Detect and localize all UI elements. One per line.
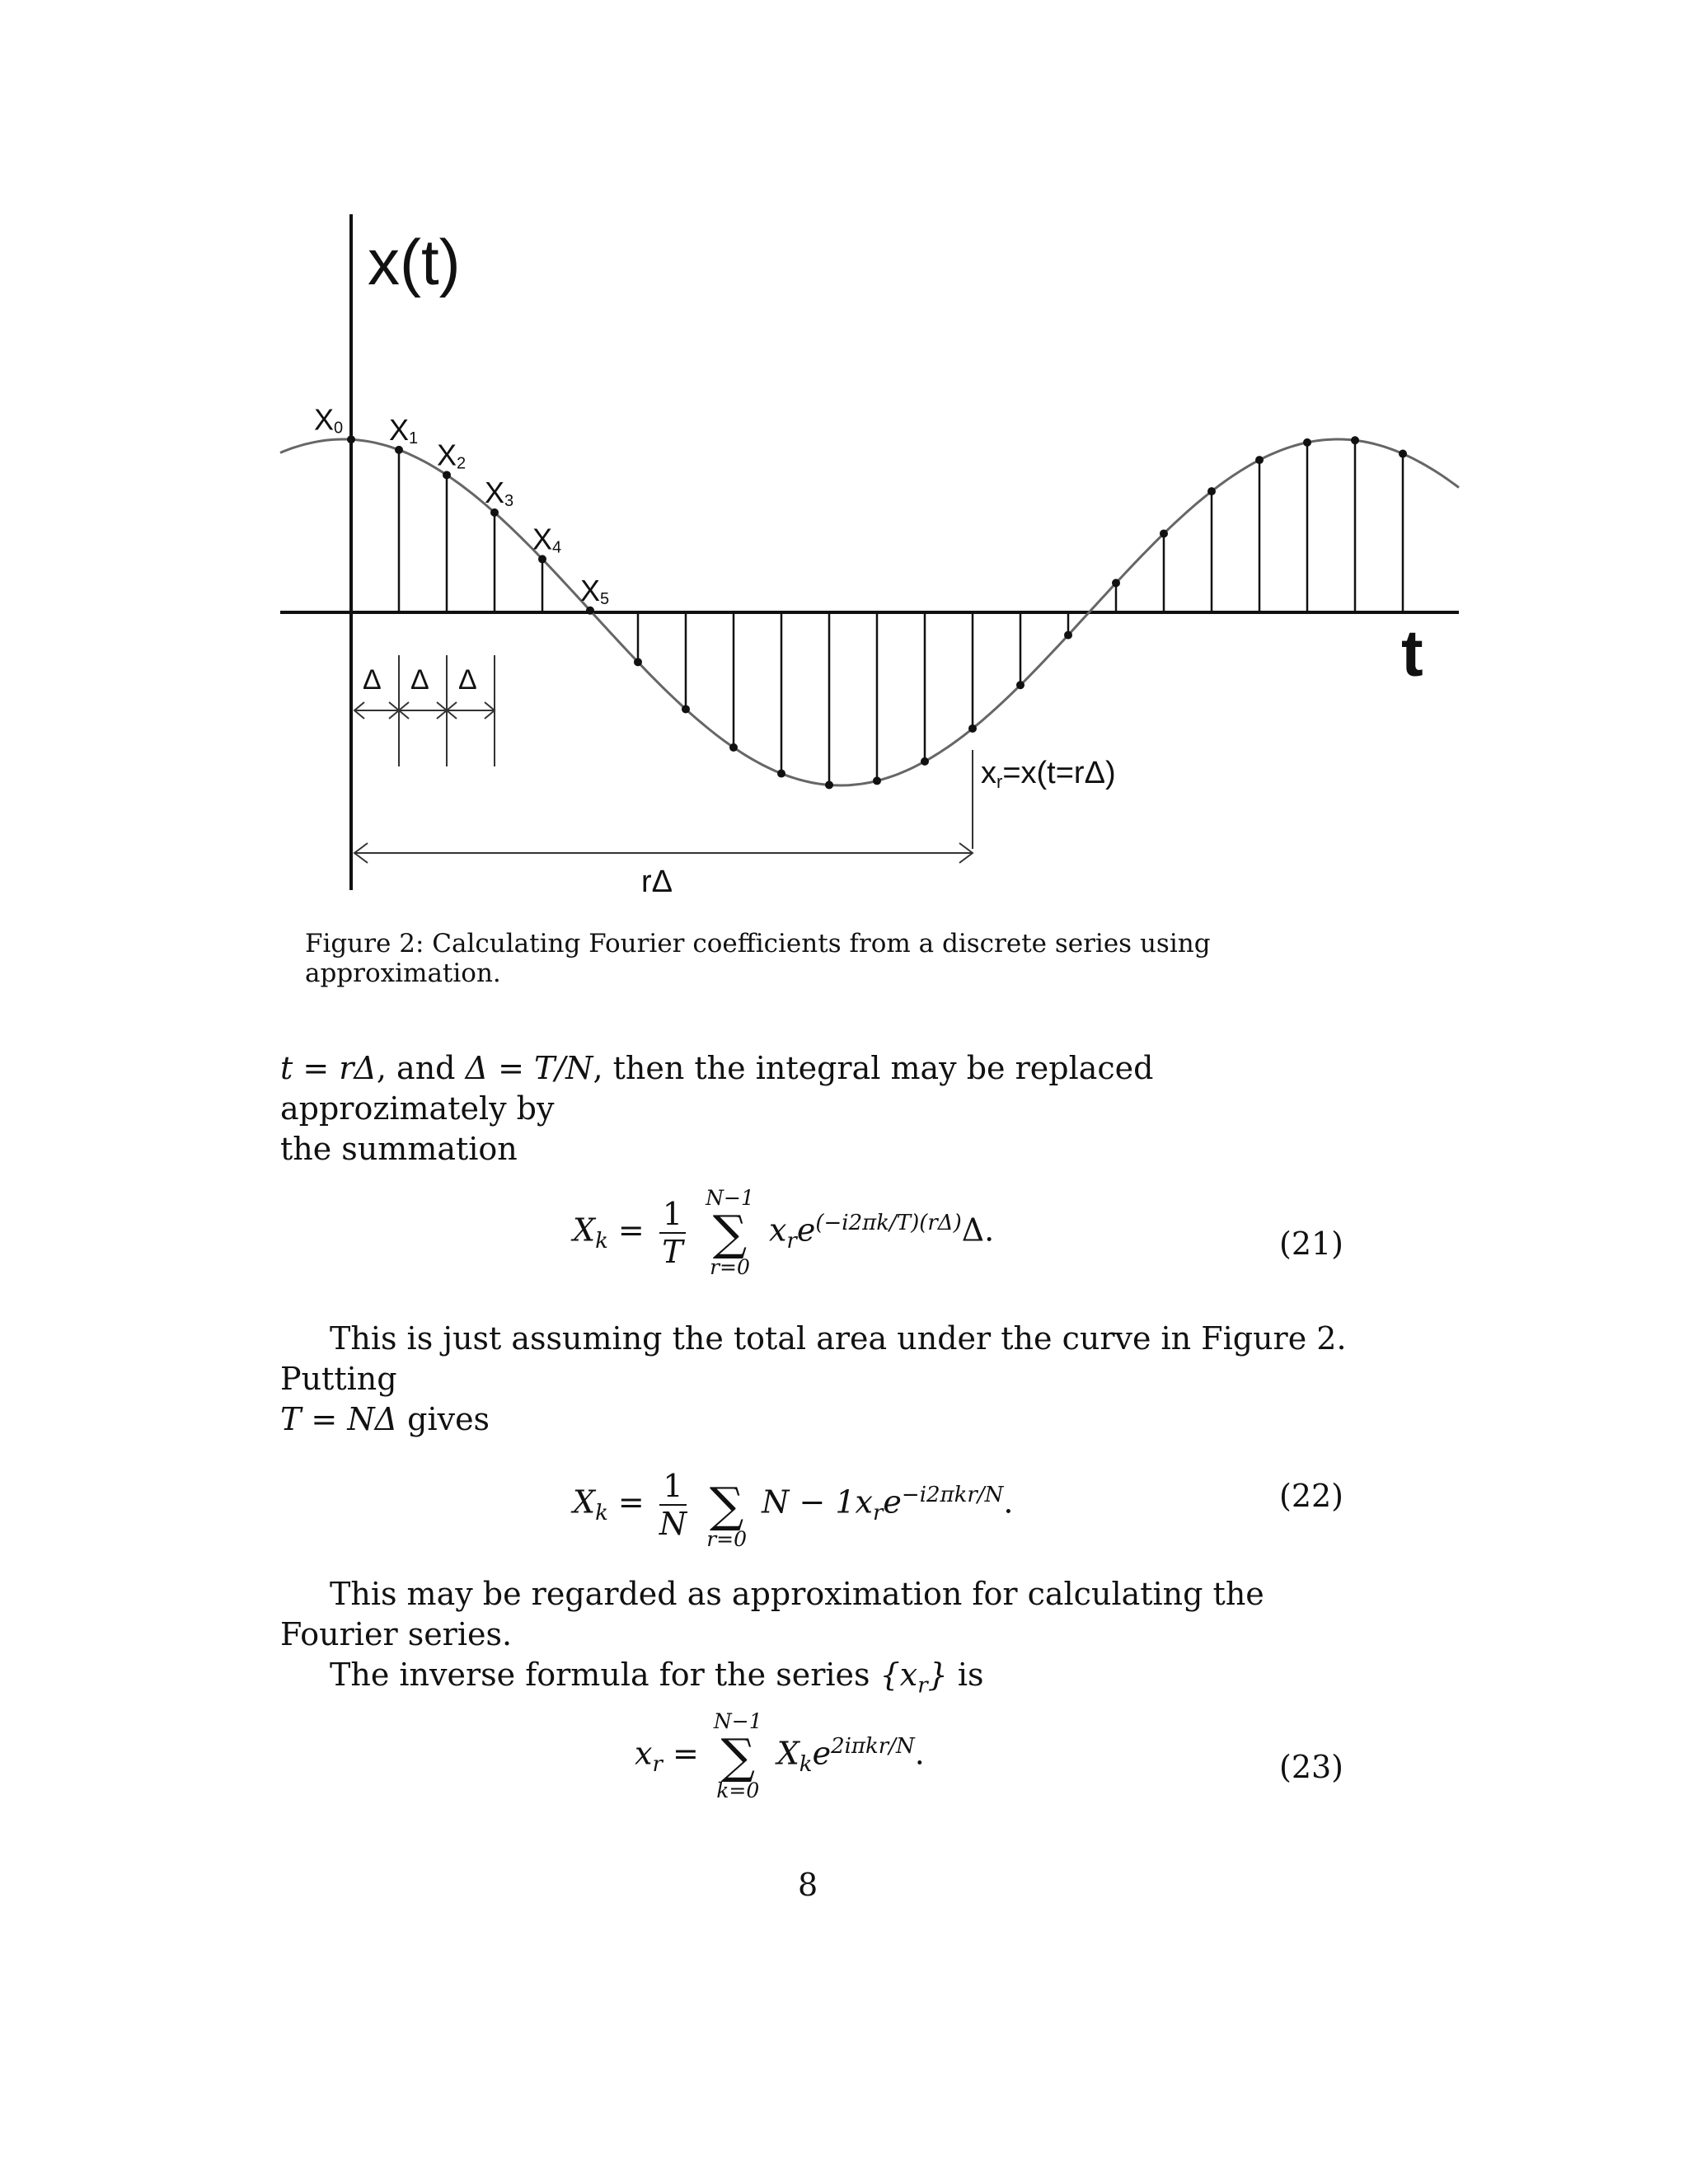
sample-point <box>1255 456 1264 464</box>
sample-point <box>1351 436 1359 444</box>
figure-caption: Figure 2: Calculating Fourier coefficients from a discrete series using approximation. <box>305 929 1211 988</box>
sample-label-5: X5 <box>580 573 610 608</box>
delta-label-3: Δ <box>458 664 477 696</box>
paragraph-3: This may be regarded as approximation for calculating the Fourier series. The inverse formula for the series $\{x_r\}$ is <box>280 1576 1264 1699</box>
sample-labels <box>314 402 609 608</box>
r-delta-span <box>354 750 973 863</box>
sample-point <box>682 705 690 713</box>
equation-23-number: (23) <box>1279 1749 1344 1785</box>
sample-point <box>490 509 499 517</box>
equation-21-number: (21) <box>1279 1226 1344 1262</box>
sample-point <box>395 446 403 454</box>
sample-point <box>729 743 738 752</box>
page-number: 8 <box>798 1867 818 1903</box>
equation-23: $x_r$ = N−1 ∑ k=0 $X_ke^{2i\pi kr/N}$. <box>635 1709 925 1802</box>
sample-point <box>1016 681 1025 689</box>
sample-point <box>538 555 546 563</box>
paragraph-1: t = rΔ, and Δ = T/N, then the integral may be replaced approzimately by the summation <box>280 1050 1154 1167</box>
sample-point <box>1303 438 1311 447</box>
sample-point <box>1160 529 1168 537</box>
sample-label-3: X3 <box>485 475 514 510</box>
sample-point <box>921 757 929 766</box>
equation-22-number: (22) <box>1279 1478 1344 1514</box>
delta-label-1: Δ <box>363 664 382 696</box>
t-axis-label: t <box>1401 616 1423 690</box>
figure-sampled-signal <box>272 206 1484 915</box>
sample-label-0: X0 <box>314 402 344 438</box>
sample-point <box>968 724 977 733</box>
sample-point <box>873 776 881 785</box>
sample-point <box>443 471 451 479</box>
sample-point <box>634 658 642 666</box>
sample-point <box>1399 450 1407 458</box>
r-delta-label: rΔ <box>641 865 673 899</box>
sample-label-4: X4 <box>532 522 562 557</box>
sample-label-1: X1 <box>389 412 419 448</box>
sample-point <box>1112 579 1120 587</box>
sample-point <box>1064 631 1072 640</box>
equation-21: $X_k$ = $\frac{1}{T}$ N−1 ∑ r=0 $x_re^{(-i2\pi k/T)(r\Delta)}\Delta$. <box>573 1186 995 1279</box>
equation-22: $X_k$ = $\frac{1}{N}$ ∑ r=0 $N - 1x_re^{-i2\pi kr/N}$. <box>573 1468 1014 1551</box>
sample-label-2: X2 <box>437 438 467 473</box>
sample-point <box>777 770 785 778</box>
delta-label-2: Δ <box>410 664 429 696</box>
sample-point <box>825 780 833 789</box>
sample-point <box>1207 487 1216 495</box>
sample-point <box>347 435 355 443</box>
sample-annotation: xr=x(t=rΔ) <box>981 756 1116 792</box>
paragraph-2: This is just assuming the total area under the curve in Figure 2. Putting T = NΔ gives <box>280 1320 1347 1437</box>
sample-point <box>586 607 594 615</box>
y-axis-label: x(t) <box>368 226 461 298</box>
